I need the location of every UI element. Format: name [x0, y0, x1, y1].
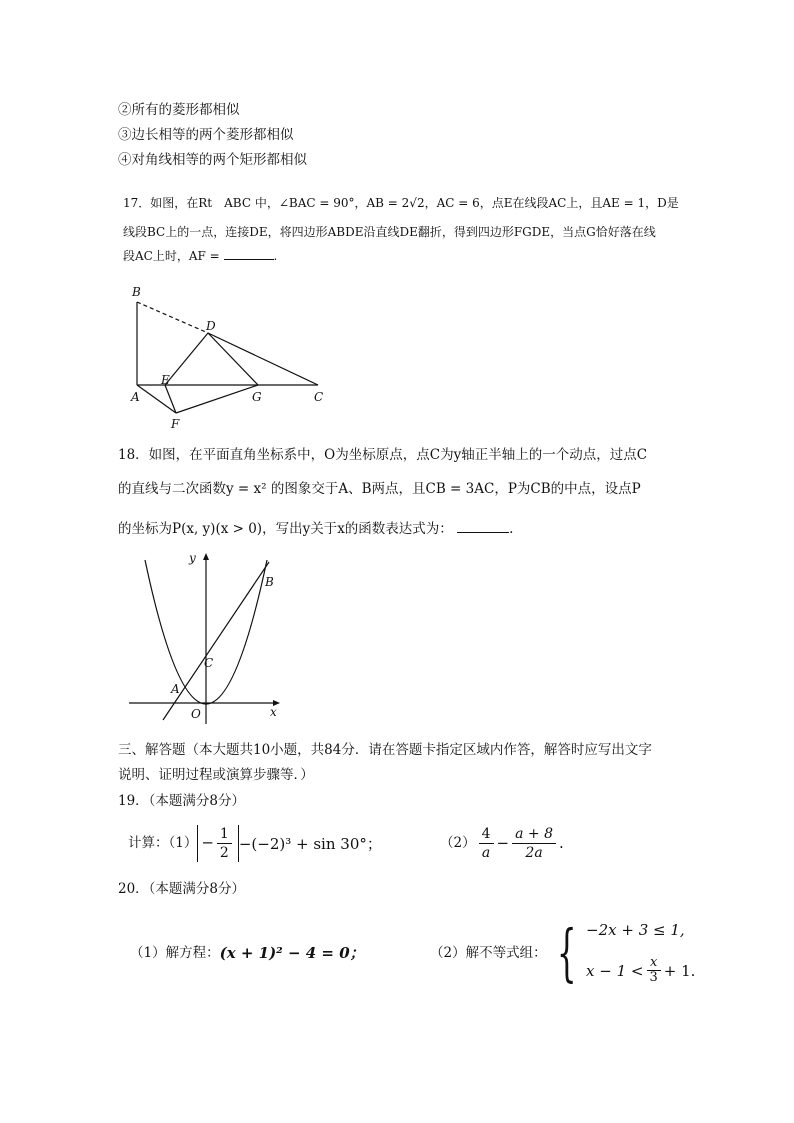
q18-label-x: x — [270, 705, 277, 719]
q19-part-2-label: （2） — [440, 835, 476, 851]
q20-fraction-x-3 — [647, 956, 661, 985]
q20-equation: (x + 1)² − 4 = 0； — [219, 944, 365, 962]
q17-label-d: D — [206, 319, 216, 333]
q18-label-c: C — [204, 656, 214, 670]
q19-part-1-label: 计算：（1） — [128, 835, 198, 851]
q19-part-1 — [128, 818, 382, 868]
q18-label-o: O — [191, 707, 201, 721]
q19-frac2-num: a + 8 — [515, 825, 553, 842]
q20-part-1-label: （1）解方程： — [130, 944, 220, 961]
prev-item-4: ④对角线相等的两个矩形都相似 — [118, 152, 307, 168]
q19-fraction-4-a — [479, 825, 494, 862]
q18-line-3-suffix: . — [509, 521, 514, 537]
q19-fraction-num: 1 — [219, 825, 229, 842]
q19-frac2-den: 2a — [525, 844, 543, 861]
q17-label-g: G — [252, 390, 262, 404]
q19-part-1-rest: −(−2)³ + sin 30°； — [238, 834, 382, 853]
q17-label-b: B — [132, 285, 141, 299]
q20-system — [586, 921, 695, 985]
q18-line-3 — [118, 520, 513, 538]
q19-fraction-a8-2a — [512, 825, 556, 862]
q19-abs-value: − $\frac{1}{2}$ — [197, 825, 239, 862]
q20-frac-den: 3 — [649, 970, 658, 985]
q20-heading: 20．（本题满分8分） — [118, 881, 246, 897]
q17-label-f: F — [171, 417, 180, 431]
q19-part-2-end: . — [558, 834, 564, 852]
q20-inequality-1: −2x + 3 ≤ 1, — [586, 921, 685, 939]
q17-figure — [125, 282, 335, 432]
prev-item-2: ②所有的菱形都相似 — [118, 102, 240, 118]
q18-answer-blank[interactable] — [457, 532, 509, 533]
q18-line-2: 的直线与二次函数y = x² 的图象交于A、B两点，且CB = 3AC，P为CB的中点，设点P — [118, 481, 641, 497]
q17-label-a: A — [131, 390, 140, 404]
q19-heading: 19．（本题满分8分） — [118, 793, 246, 809]
q18-label-b: B — [265, 575, 274, 589]
q20-inequality-2 — [586, 956, 695, 985]
q20-brace: { — [556, 916, 577, 989]
q19-frac1-num: 4 — [481, 825, 491, 842]
section-3-line-2: 说明、证明过程或演算步骤等．） — [118, 767, 314, 783]
q17-label-c: C — [314, 390, 324, 404]
q18-line-1: 18．如图，在平面直角坐标系中，O为坐标原点，点C为y轴正半轴上的一个动点，过点C — [118, 447, 648, 463]
prev-item-3: ③边长相等的两个菱形都相似 — [118, 127, 294, 143]
q19-part-2: （2） $\frac{4}{a}$ − $\frac{a + 8}{2a}$ . — [440, 825, 564, 861]
q17-line-2: 线段BC上的一点，连接DE，将四边形ABDE沿直线DE翻折，得到四边形FGDE，当点G恰好落在线 — [123, 225, 656, 239]
q18-label-y: y — [189, 551, 196, 565]
q20-part-1 — [130, 942, 365, 963]
q18-figure — [125, 548, 285, 726]
q19-fraction-half — [217, 825, 232, 862]
q18-line-3-prefix: 的坐标为P(x, y)(x > 0)，写出y关于x的函数表达式为： — [118, 521, 453, 537]
q19-frac1-den: a — [481, 844, 491, 861]
q17-label-e: E — [161, 373, 170, 387]
q20-part-2 — [430, 918, 695, 988]
q17-line-1: 17．如图，在Rt ABC 中，∠BAC = 90°，AB = 2√2，AC = 6，点E在线段AC上，且AE = 1，D是 — [123, 196, 679, 210]
q20-part-2-label: （2）解不等式组： — [430, 945, 547, 961]
q17-line-3 — [123, 247, 277, 265]
q17-answer-blank[interactable] — [224, 259, 274, 260]
section-3-line-1: 三、解答题（本大题共10小题，共84分．请在答题卡指定区域内作答，解答时应写出文字 — [118, 742, 652, 758]
q20-frac-num: x — [649, 955, 658, 970]
q20-ineq2-prefix: x − 1 < — [586, 961, 644, 980]
q17-line-3-suffix: . — [273, 249, 278, 263]
q17-line-3-prefix: 段AC上时，AF = — [123, 249, 220, 263]
q19-fraction-den: 2 — [219, 844, 229, 861]
q20-ineq2-suffix: + 1. — [663, 961, 696, 980]
q18-label-a: A — [171, 682, 180, 696]
